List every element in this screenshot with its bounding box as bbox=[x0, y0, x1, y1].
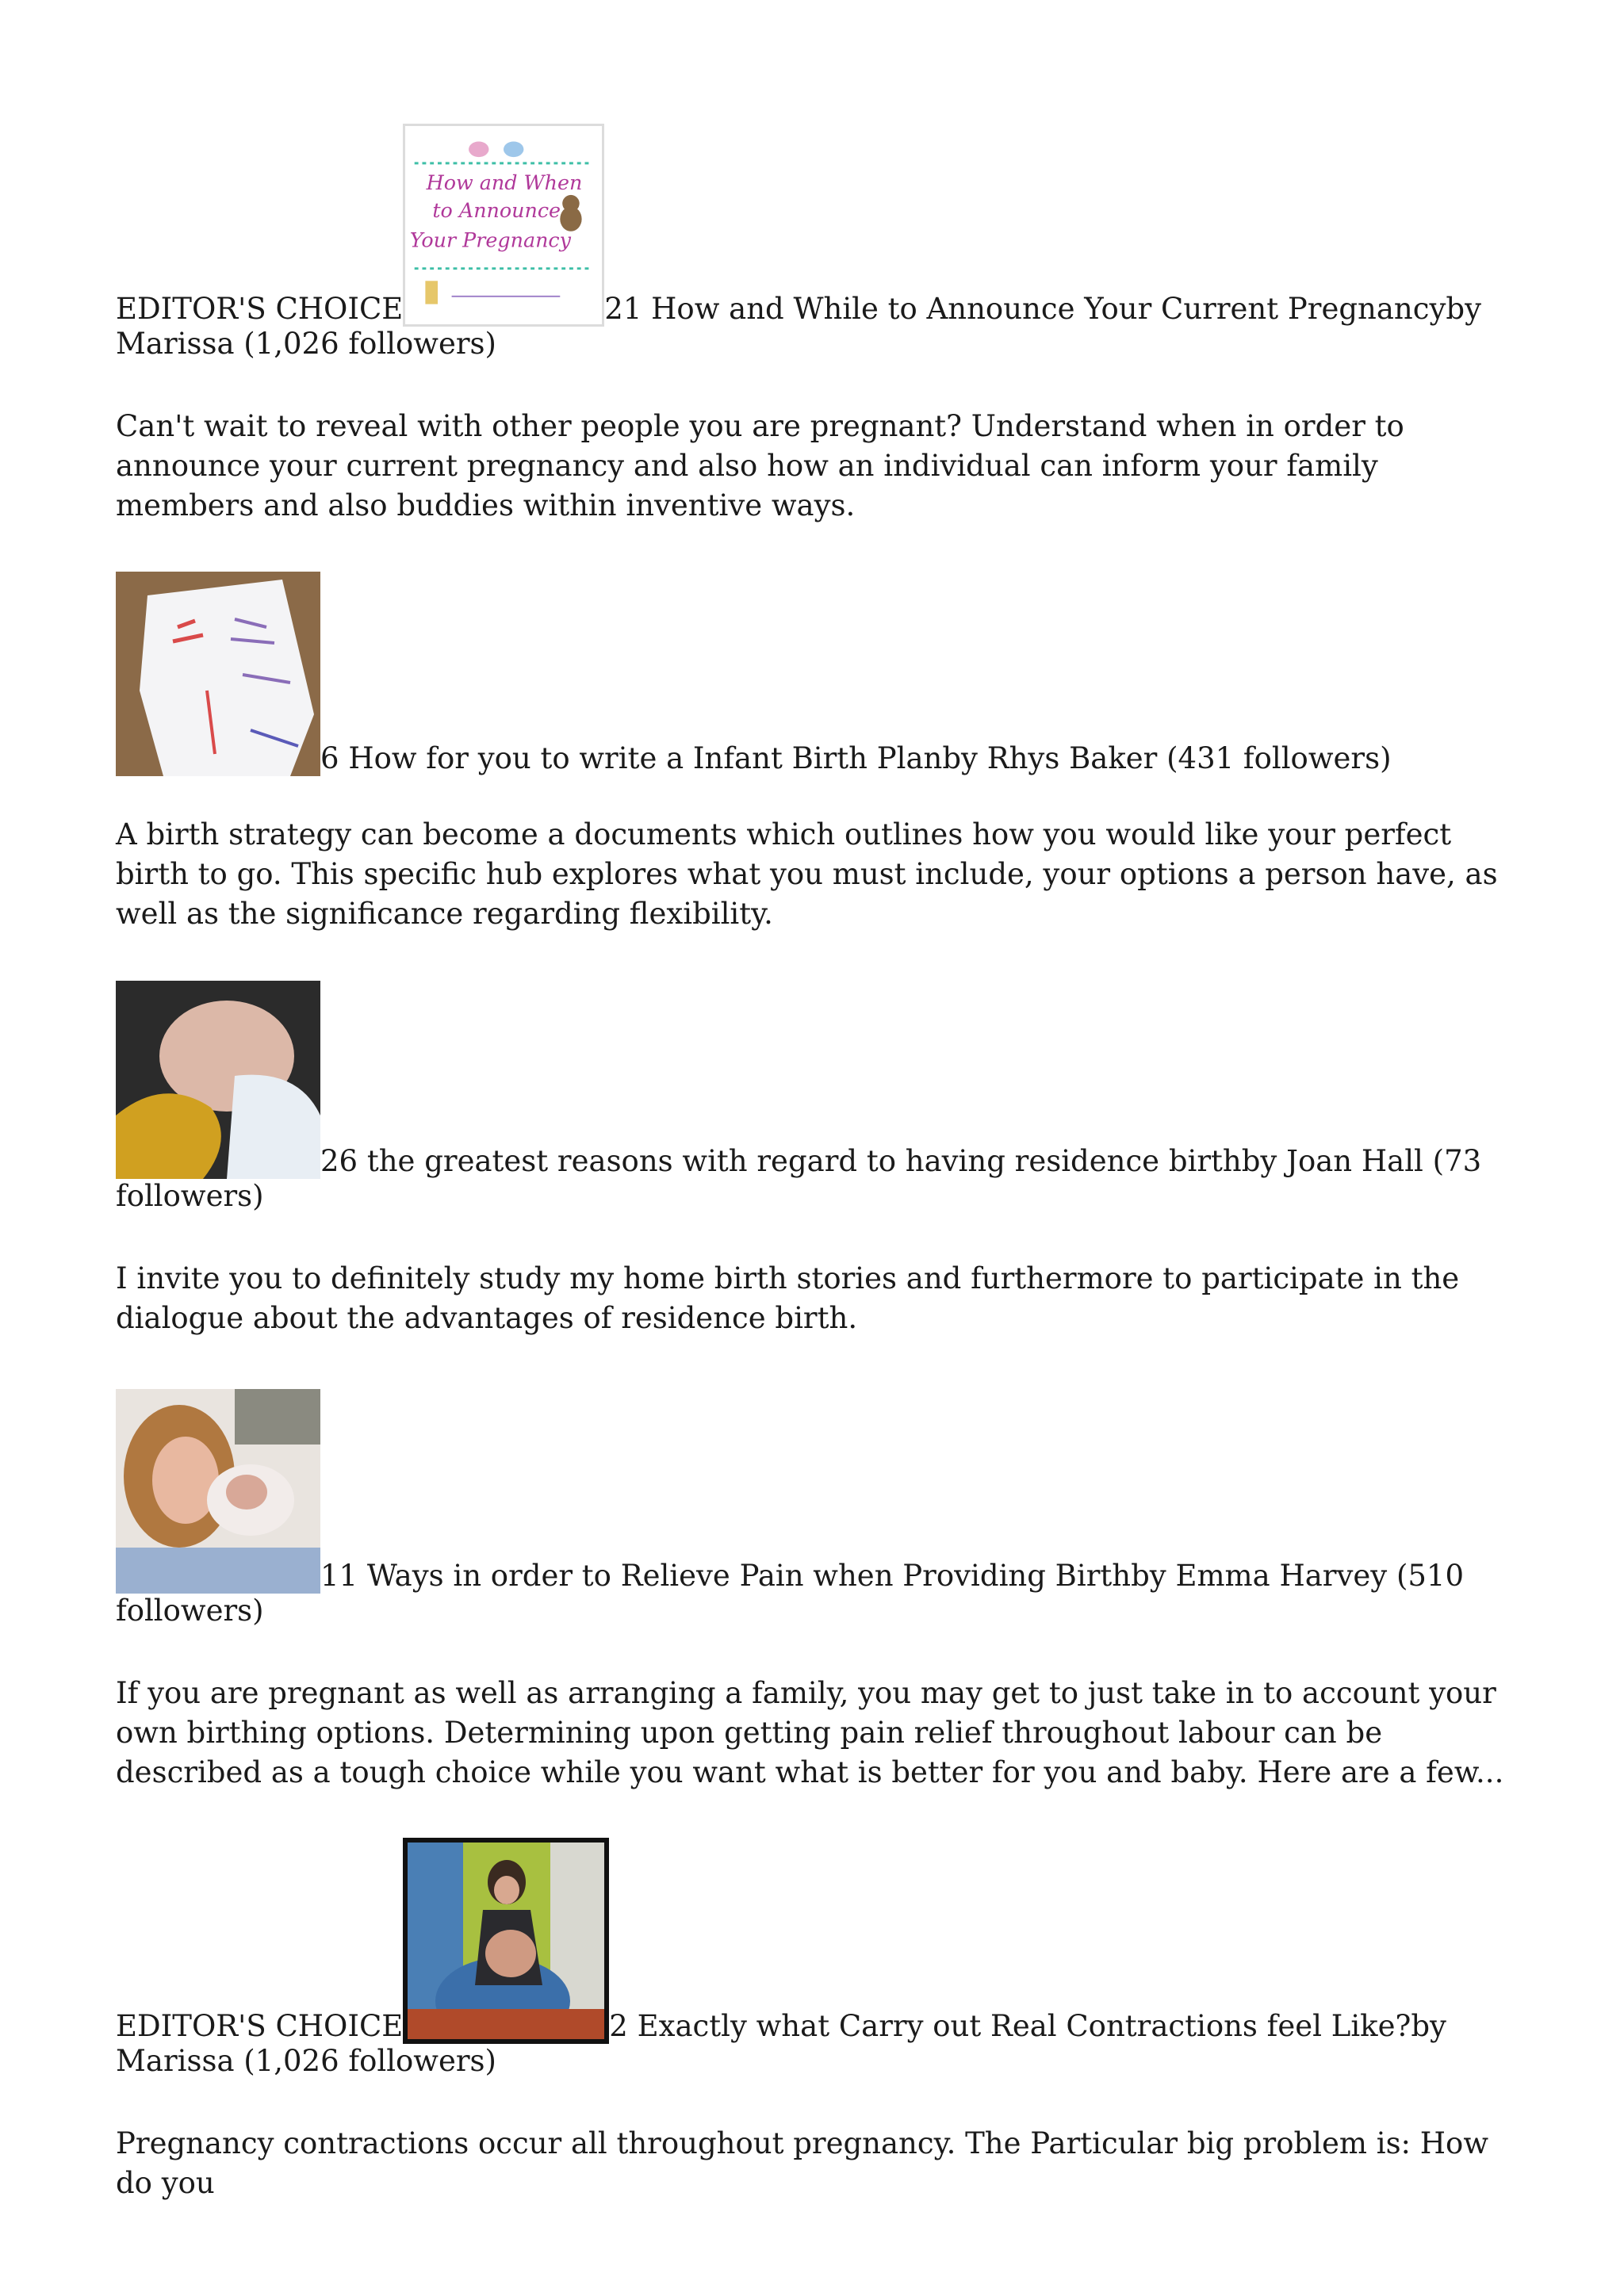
hub-description: Pregnancy contractions occur all throughout pregnancy. The Particular big problem is: How do you bbox=[116, 2126, 1488, 2200]
by-label: by bbox=[942, 741, 987, 775]
hub-entry bbox=[116, 124, 1511, 526]
hub-description: A birth strategy can become a documents which outlines how you would like your perfect birth to go. This specific hub explores what you must include, your options a person have, as well as the significance regarding flexibility. bbox=[116, 817, 1498, 931]
hub-title-link[interactable]: the greatest reasons with regard to having residence birth bbox=[366, 1144, 1242, 1178]
follower-count: (431 followers) bbox=[1166, 741, 1392, 775]
newborn-photo bbox=[116, 981, 320, 1179]
by-label: by bbox=[1241, 1144, 1287, 1178]
hub-count: 11 bbox=[320, 1559, 358, 1593]
by-label: by bbox=[1131, 1559, 1176, 1593]
hub-entry-header bbox=[116, 124, 1511, 362]
hub-count: 21 bbox=[604, 292, 642, 326]
hub-entry bbox=[116, 1838, 1511, 2203]
pregnant-woman-birth-ball-photo bbox=[408, 1843, 604, 2039]
hub-thumbnail[interactable] bbox=[116, 572, 320, 776]
mother-and-baby-photo bbox=[116, 1389, 320, 1594]
graphic-caption-line-1: How and When bbox=[426, 170, 583, 195]
hub-title-link[interactable]: How and While to Announce Your Current Pregnancy bbox=[651, 292, 1446, 326]
hub-description: I invite you to definitely study my home birth stories and furthermore to participate in the dialogue about the advantages of residence birth. bbox=[116, 1261, 1460, 1335]
hub-count: 26 bbox=[320, 1144, 358, 1178]
announce-pregnancy-graphic bbox=[405, 126, 602, 324]
hub-count: 6 bbox=[320, 741, 339, 775]
author-link[interactable]: Marissa bbox=[116, 327, 235, 361]
hub-entry-header bbox=[116, 1838, 1511, 2079]
follower-count: (510 followers) bbox=[116, 1559, 1464, 1628]
hub-entry bbox=[116, 572, 1511, 934]
hub-thumbnail[interactable] bbox=[403, 1838, 609, 2044]
by-label: by bbox=[1446, 292, 1481, 326]
hub-thumbnail[interactable] bbox=[116, 1389, 320, 1594]
hub-thumbnail[interactable] bbox=[403, 124, 604, 327]
hub-entry-header bbox=[116, 572, 1511, 776]
author-link[interactable]: Marissa bbox=[116, 2044, 235, 2078]
follower-count: (73 followers) bbox=[116, 1144, 1482, 1213]
hub-title-link[interactable]: Exactly what Carry out Real Contractions feel Like? bbox=[637, 2009, 1411, 2043]
author-link[interactable]: Emma Harvey bbox=[1175, 1559, 1388, 1593]
hub-count: 2 bbox=[609, 2009, 628, 2043]
hub-entry-header bbox=[116, 1389, 1511, 1628]
graphic-caption-line-2: to Announce bbox=[432, 198, 561, 223]
editors-choice-badge: EDITOR'S CHOICE bbox=[116, 292, 404, 326]
hub-title-link[interactable]: How for you to write a Infant Birth Plan bbox=[348, 741, 943, 775]
author-link[interactable]: Rhys Baker bbox=[986, 741, 1158, 775]
graphic-caption-line-3: Your Pregnancy bbox=[410, 228, 572, 252]
hub-title-link[interactable]: Ways in order to Relieve Pain when Providing Birth bbox=[366, 1559, 1132, 1593]
hub-entry bbox=[116, 1389, 1511, 1793]
author-link[interactable]: Joan Hall bbox=[1286, 1144, 1423, 1178]
hub-description: If you are pregnant as well as arranging a family, you may get to just take in to account your own birthing options. Determining upon getting pain relief throughout labour can be described as a tough choice while you want what is better for you and baby. Here are a few... bbox=[116, 1676, 1504, 1789]
by-label: by bbox=[1411, 2009, 1446, 2043]
hub-entry-header bbox=[116, 981, 1511, 1214]
follower-count: (1,026 followers) bbox=[243, 2044, 496, 2078]
hub-description: Can't wait to reveal with other people you are pregnant? Understand when in order to announce your current pregnancy and also how an individual can inform your family members and also buddies within inventive ways. bbox=[116, 409, 1404, 522]
hub-entry bbox=[116, 981, 1511, 1338]
follower-count: (1,026 followers) bbox=[243, 327, 496, 361]
hub-thumbnail[interactable] bbox=[116, 981, 320, 1179]
editors-choice-badge: EDITOR'S CHOICE bbox=[116, 2009, 404, 2043]
birth-plan-shirt-photo bbox=[116, 572, 320, 776]
